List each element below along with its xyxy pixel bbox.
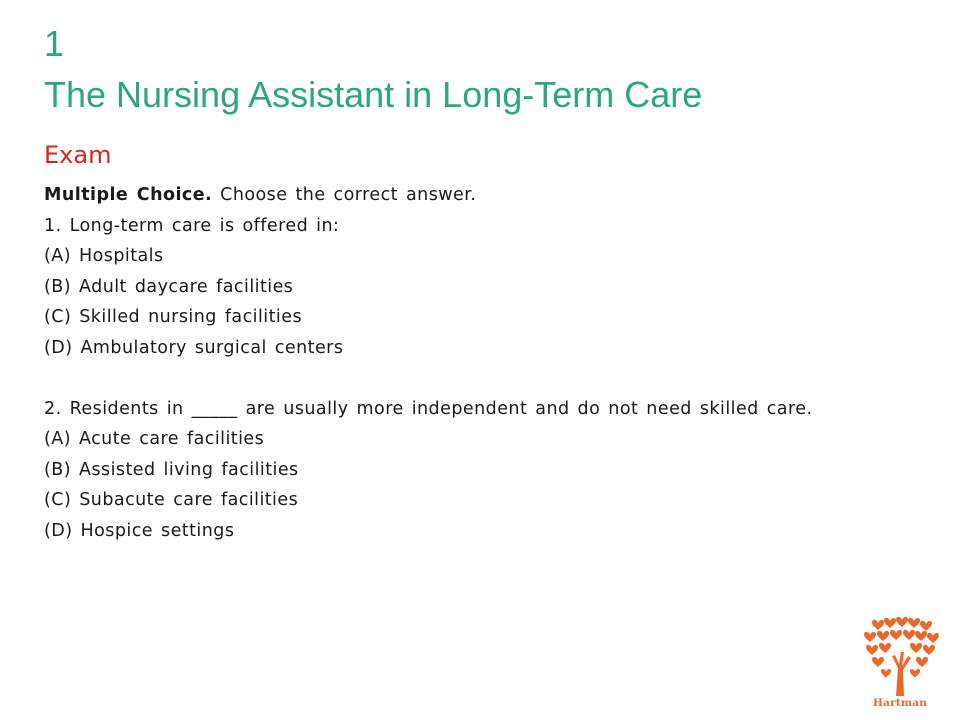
instructions-label: Multiple Choice. <box>44 185 213 205</box>
answer-option: (A) Hospitals <box>44 246 164 266</box>
question-2 <box>44 394 934 547</box>
hartman-logo <box>858 612 942 712</box>
logo-wordmark: Hartman <box>872 697 928 709</box>
question-prompt: 1. Long-term care is offered in: <box>44 215 340 236</box>
answer-option: (B) Assisted living facilities <box>44 459 299 480</box>
answer-option: (C) Subacute care facilities <box>44 490 299 510</box>
answer-option: (A) Acute care facilities <box>44 429 265 449</box>
exam-content <box>44 180 934 546</box>
heart-tree-icon <box>858 612 942 696</box>
answer-option: (B) Adult daycare facilities <box>44 276 294 297</box>
chapter-title: The Nursing Assistant in Long-Term Care <box>44 74 703 115</box>
chapter-number: 1 <box>44 23 65 64</box>
section-title: Exam <box>44 141 112 169</box>
question-prompt: 2. Residents in _____ are usually more independent and do not need skilled care. <box>44 398 813 419</box>
instructions-text: Choose the correct answer. <box>220 185 477 205</box>
answer-option: (C) Skilled nursing facilities <box>44 307 303 327</box>
spacer <box>44 363 934 394</box>
answer-option: (D) Hospice settings <box>44 520 235 541</box>
question-1 <box>44 211 934 364</box>
answer-option: (D) Ambulatory surgical centers <box>44 337 344 358</box>
instructions <box>44 180 934 211</box>
